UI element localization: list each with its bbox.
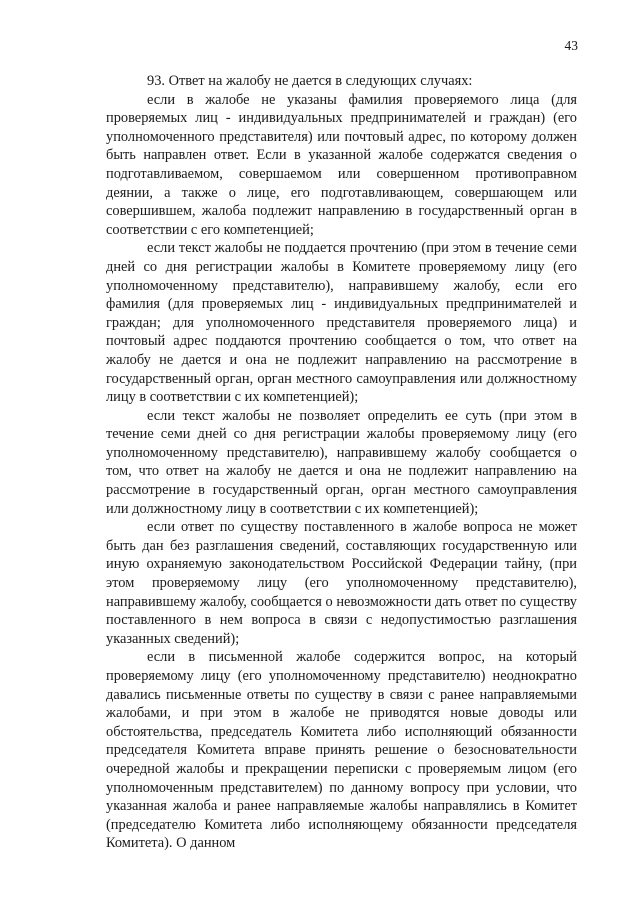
paragraph-repeated-complaint: если в письменной жалобе содержится вопрос, на который проверяемому лицу (его уполномоченному представителю) неоднократно давались письменные ответы по существу в связи с ранее направляемыми жалобами, и при этом в жалобе не приводятся новые доводы или обстоятельства, председатель Комитета либо исполняющий обязанности председателя Комитета вправе принять решение о безосновательности очередной жалобы и прекращении переписки с проверяемым лицом (его уполномоченным представителем) по данному вопросу при условии, что указанная жалоба и ранее направляемые жалобы направлялись в Комитет (председателю Комитета либо исполняющему обязанности председателя Комитета). О данном bbox=[106, 649, 577, 852]
paragraph-undefined-essence: если текст жалобы не позволяет определить ее суть (при этом в течение семи дней со дня регистрации жалобы проверяемому лицу (его уполномоченному представителю), направившему жалобу сообщается о том, что ответ на жалобу не дается и она не подлежит направлению на рассмотрение в государственный орган, орган местного самоуправления или должностному лицу в соответствии с их компетенцией); bbox=[106, 407, 577, 517]
paragraph-item-93-heading: 93. Ответ на жалобу не дается в следующих случаях: bbox=[147, 73, 473, 89]
page-number: 43 bbox=[564, 38, 578, 53]
document-body bbox=[106, 72, 577, 853]
paragraph-state-secret: если ответ по существу поставленного в жалобе вопроса не может быть дан без разглашения сведений, составляющих государственную или иную охраняемую законодательством Российской Федерации тайну, (при этом проверяемому лицу (его уполномоченному представителю), направившему жалобу, сообщается о невозможности дать ответ по существу поставленного в нем вопроса в связи с недопустимостью разглашения указанных сведений); bbox=[106, 519, 577, 647]
paragraph-no-surname: если в жалобе не указаны фамилия проверяемого лица (для проверяемых лиц - индивидуальных предпринимателей и граждан) (его уполномоченного представителя) или почтовый адрес, по которому должен быть направлен ответ. Если в указанной жалобе содержатся сведения о подготавливаемом, совершаемом или совершенном противоправном деянии, а также о лице, его подготавливающем, совершающем или совершившем, жалоба подлежит направлению в государственный орган в соответствии с его компетенцией; bbox=[106, 91, 577, 238]
paragraph-unreadable-text: если текст жалобы не поддается прочтению (при этом в течение семи дней со дня регистрации жалобы в Комитете проверяемому лицу (его уполномоченному представителю), направившему жалобу, если его фамилия (для проверяемых лиц - индивидуальных предпринимателей и граждан; для уполномоченного представителя проверяемого лица) и почтовый адрес поддаются прочтению сообщается о том, что ответ на жалобу не дается и она не подлежит направлению на рассмотрение в государственный орган, орган местного самоуправления или должностному лицу в соответствии с их компетенцией); bbox=[106, 240, 577, 406]
